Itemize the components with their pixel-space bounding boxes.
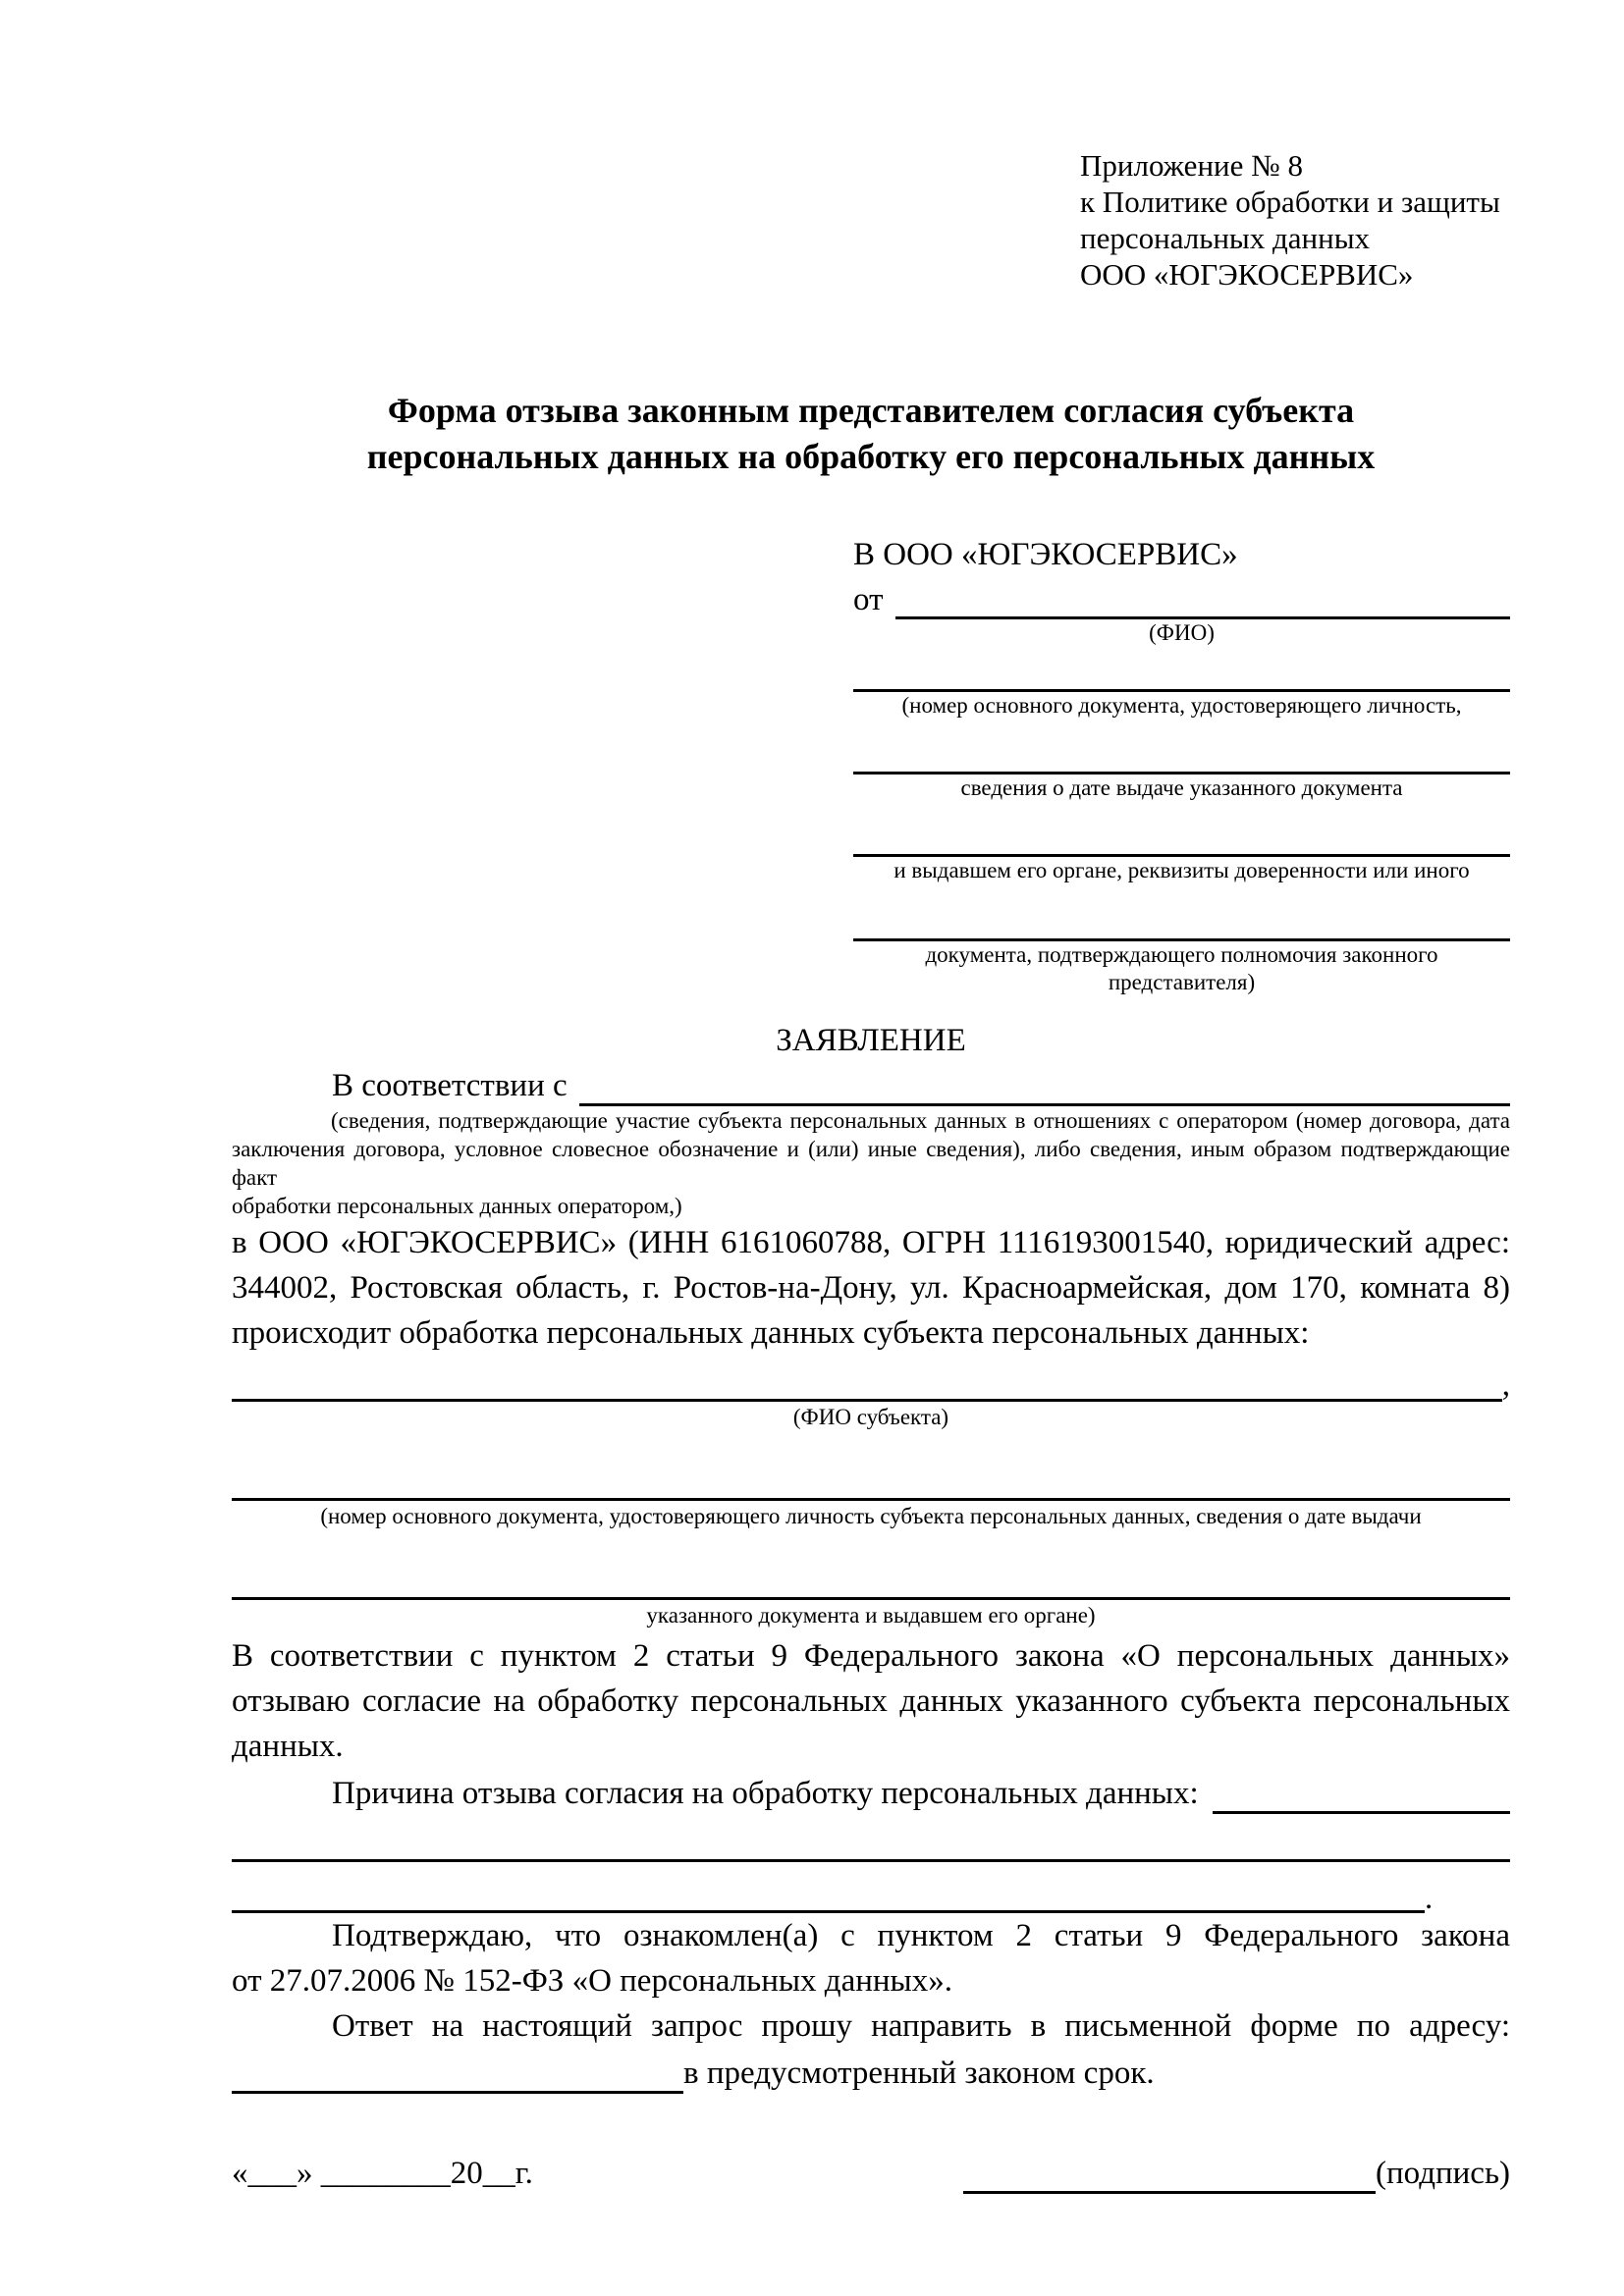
representative-document-input-line-1 [853,647,1510,692]
basis-caption-line-3: обработки персональных данных оператором,) [232,1194,682,1218]
subject-document-caption-1: (номер основного документа, удостоверяющего личность субъекта персональных данных, сведения о дате выдачи [320,1504,1422,1528]
reason-label: Причина отзыва согласия на обработку персональных данных: [332,1776,1199,1811]
addressee-block [853,535,1510,996]
subject-name-comma: , [1501,1367,1510,1403]
law-paragraph-line-2: отзываю согласие на обработку персональных данных указанного субъекта персональных [232,1683,1510,1719]
operator-paragraph [232,1220,1510,1356]
representative-document-caption-4: документа, подтверждающего полномочия законного представителя) [925,942,1438,994]
title-line-2: персональных данных на обработку его персональных данных [366,437,1376,476]
reply-paragraph [232,2003,1510,2094]
intro-label: В соответствии с [332,1068,568,1103]
basis-caption [232,1106,1510,1220]
appendix-line-1: Приложение № 8 [1080,148,1303,183]
appendix-note [1080,147,1510,293]
reason-input-line-1 [1213,1776,1510,1814]
subject-fio-caption: (ФИО субъекта) [792,1405,949,1429]
from-label: от [853,582,884,617]
appendix-line-4: ООО «ЮГЭКОСЕРВИС» [1080,257,1414,292]
reply-line-1: Ответ на настоящий запрос прошу направить в письменной форме по адресу: [332,2008,1510,2044]
intro-row [232,1061,1510,1106]
subject-name-input-line [232,1373,1502,1402]
representative-document-caption-3: и выдавшем его органе, реквизиты доверенности или иного [893,858,1470,882]
reason-input-line-3 [232,1889,1425,1913]
law-paragraph-line-3: данных. [232,1729,344,1764]
reason-row [232,1769,1510,1814]
signature-caption: (подпись) [1376,2156,1510,2191]
addressee-organization: В ООО «ЮГЭКОСЕРВИС» [853,537,1238,572]
from-row [853,574,1510,619]
signature-input-line [963,2156,1376,2194]
representative-document-input-line-3 [853,802,1510,857]
subject-document-input-line-1 [232,1472,1510,1501]
basis-caption-line-2: заключения договора, условное словесное обозначение и (или) иные сведения), либо сведения, иным образом подтверждающие факт [232,1137,1510,1190]
reply-line-2-text: в предусмотренный законом срок. [683,2056,1155,2091]
confirmation-paragraph [232,1913,1510,2003]
fio-caption: (ФИО) [1149,620,1215,645]
representative-document-input-line-4 [853,884,1510,941]
confirmation-line-2: от 27.07.2006 № 152-ФЗ «О персональных данных». [232,1963,952,1999]
appendix-line-2: к Политике обработки и защиты [1080,185,1500,219]
confirmation-line-1: Подтверждаю, что ознакомлен(а) с пунктом 2 статьи 9 Федерального закона [332,1918,1510,1953]
date-signature-row [232,2153,1510,2194]
reply-address-row [232,2049,1510,2094]
operator-paragraph-line-2: 344002, Ростовская область, г. Ростов-на-Дону, ул. Красноармейская, дом 170, комната 8) [232,1270,1510,1306]
law-paragraph-line-1: В соответствии с пунктом 2 статьи 9 Федерального закона «О персональных данных» [232,1638,1510,1674]
representative-name-input-line [895,579,1511,619]
reason-period: . [1425,1881,1434,1916]
basis-caption-line-1: (сведения, подтверждающие участие субъекта персональных данных в отношениях с оператором (номер договора, дата [331,1108,1510,1133]
representative-document-caption-1: (номер основного документа, удостоверяющего личность, [901,693,1462,718]
subject-name-row [232,1369,1510,1402]
document-title [232,388,1510,480]
title-line-1: Форма отзыва законным представителем согласия субъекта [387,391,1355,430]
law-paragraph [232,1633,1510,1769]
subject-document-caption-2: указанного документа и выдавшем его органе) [646,1603,1096,1628]
statement-heading: ЗАЯВЛЕНИЕ [776,1023,966,1058]
representative-document-caption-2: сведения о дате выдаче указанного документа [960,775,1403,800]
subject-document-row-2 [232,1572,1510,1600]
date-blank: «___» ________20__г. [232,2156,533,2191]
operator-paragraph-line-3: происходит обработка персональных данных субъекта персональных данных: [232,1315,1310,1351]
reason-input-line-3-row [232,1881,1510,1916]
subject-document-row-1 [232,1472,1510,1501]
signature-group [963,2153,1510,2194]
reply-address-input-line [232,2056,683,2094]
representative-document-input-line-2 [853,720,1510,774]
operator-paragraph-line-1: в ООО «ЮГЭКОСЕРВИС» (ИНН 6161060788, ОГРН 1116193001540, юридический адрес: [232,1225,1510,1260]
appendix-line-3: персональных данных [1080,221,1371,255]
basis-input-line [579,1068,1510,1106]
reason-input-line-2 [232,1849,1510,1862]
subject-document-input-line-2 [232,1572,1510,1600]
